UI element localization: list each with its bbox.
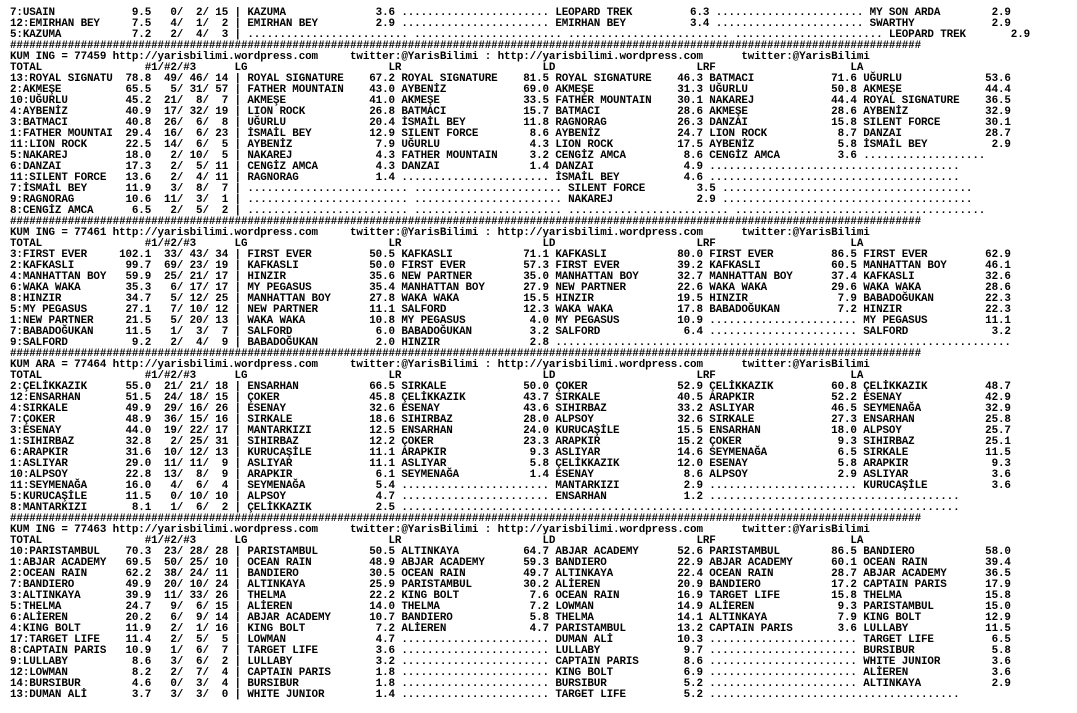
text-row: 4:KING BOLT 11.9 2/ 1/ 16 | KING BOLT 7.2 ALİEREN 4.7 PARISTAMBUL 13.2 CAPTAIN PARIS 3.6 LULLABY 11.5 (10, 623, 1011, 635)
text-row: 8:CAPTAIN PARIS 10.9 1/ 6/ 7 | TARGET LIFE 3.6 ....................... LULLABY 9.7 ....................... BURSIBUR 5.8 (10, 645, 1011, 657)
text-row: 12:LOWMAN 8.2 2/ 7/ 4 | CAPTAIN PARIS 1.8 ....................... KING BOLT 6.9 ....................... ALİEREN 3.6 (10, 667, 1011, 679)
text-row: 4:AYBENİZ 40.9 17/ 32/ 19 | LION ROCK 26.8 BATMACI 15.7 BATMACI 28.6 AKMEŞE 28.6 AYBENİZ 32.9 (10, 106, 1011, 118)
separator-row: ############################################################################################################################################## (10, 513, 921, 525)
separator-row: ############################################################################################################################################## (10, 348, 921, 360)
text-row: 14:BURSIBUR 4.6 0/ 3/ 4 | BURSIBUR 1.8 ....................... BURSIBUR 5.2 ....................... ALTINKAYA 2.9 (10, 678, 1011, 690)
text-row: 8:MANTARKIZI 8.1 1/ 6/ 2 | ÇELİKKAZIK 2.5 ....................................................................................... (10, 502, 960, 514)
text-row: 4:MANHATTAN BOY 59.9 25/ 21/ 17 | HINZIR 35.6 NEW PARTNER 35.0 MANHATTAN BOY 32.7 MANHATTAN BOY 37.4 KAFKASLI 32.6 (10, 271, 1011, 283)
column-header-row: TOTAL #1/#2/#3 LG LR LD LRF LA (10, 535, 864, 547)
text-row: 8:CENGİZ AMCA 6.5 2/ 5/ 2 | ......................... ....................... ......................... ....................................... (10, 205, 986, 217)
text-row: 1:FATHER MOUNTAI 29.4 16/ 6/ 23 | İSMAİL BEY 12.9 SILENT FORCE 8.6 AYBENİZ 24.7 LION ROCK 8.7 DANZAI 28.7 (10, 128, 1011, 140)
text-row: 1:ASLIYAR 29.0 11/ 11/ 9 | ASLIYAR 11.1 ASLIYAR 5.8 ÇELİKKAZIK 12.0 ESENAY 5.8 ARAPKIR 9.3 (10, 458, 1011, 470)
text-row: 13:ROYAL SIGNATU 78.8 49/ 46/ 14 | ROYAL SIGNATURE 67.2 ROYAL SIGNATURE 81.5 ROYAL SIGNATURE 46.3 BATMACI 71.6 UĞURLU 53.6 (10, 73, 1011, 85)
text-row: 5:THELMA 24.7 9/ 6/ 15 | ALİEREN 14.0 THELMA 7.2 LOWMAN 14.9 ALİEREN 9.3 PARISTAMBUL 15.0 (10, 601, 1011, 613)
text-row: 3:BATMACI 40.8 26/ 6/ 8 | UĞURLU 20.4 İSMAİL BEY 11.8 RAGNORAG 26.3 DANZAI 15.8 SILENT FORCE 30.1 (10, 117, 1011, 129)
text-row: 6:WAKA WAKA 35.3 6/ 17/ 17 | MY PEGASUS 35.4 MANHATTAN BOY 27.9 NEW PARTNER 22.6 WAKA WAKA 29.6 WAKA WAKA 28.6 (10, 282, 1011, 294)
text-row: 1:NEW PARTNER 21.5 5/ 20/ 13 | WAKA WAKA 10.8 MY PEGASUS 4.0 MY PEGASUS 10.9 ....................... MY PEGASUS 11.1 (10, 315, 1011, 327)
text-row: 17:TARGET LIFE 11.4 2/ 5/ 5 | LOWMAN 4.7 ....................... DUMAN ALİ 10.3 ....................... TARGET LIFE 6.5 (10, 634, 1011, 646)
text-row: 5:KAZUMA 7.2 2/ 4/ 3 | ......................... ....................... ......................... ....................... LEOPARD TREK 2.9 (10, 29, 1031, 41)
text-row: 3:FIRST EVER 102.1 33/ 43/ 34 | FIRST EVER 50.5 KAFKASLI 71.1 KAFKASLI 80.0 FIRST EVER 86.5 FIRST EVER 62.9 (10, 249, 1011, 261)
text-row: 8:HINZIR 34.7 5/ 12/ 25 | MANHATTAN BOY 27.8 WAKA WAKA 15.5 HINZIR 19.5 HINZIR 7.9 BABADOĞUKAN 22.3 (10, 293, 1011, 305)
text-row: 10:PARISTAMBUL 70.3 23/ 28/ 28 | PARISTAMBUL 50.5 ALTINKAYA 64.7 ABJAR ACADEMY 52.6 PARISTAMBUL 86.5 BANDIERO 58.0 (10, 546, 1011, 558)
text-row: 11:SILENT FORCE 13.6 2/ 4/ 11 | RAGNORAG 1.4 ....................... İSMAİL BEY 4.6 ....................................... (10, 172, 960, 184)
race-header-row: KUM ING = 77461 http://yarisbilimi.wordpress.com twitter:@YarisBilimi : http://yarisbilimi.wordpress.com twitter:@YarisBilimi (10, 227, 870, 239)
text-row: 9:SALFORD 9.2 2/ 4/ 9 | BABADOĞUKAN 2.0 HINZIR 2.8 ....................................................................... (10, 337, 1011, 349)
text-row: 13:DUMAN ALİ 3.7 3/ 3/ 0 | WHITE JUNIOR 1.4 ....................... TARGET LIFE 5.2 ....................................... (10, 689, 960, 701)
text-row: 6:ALİEREN 20.2 6/ 9/ 14 | ABJAR ACADEMY 10.7 BANDIERO 5.8 THELMA 14.1 ALTINKAYA 7.9 KING BOLT 12.9 (10, 612, 1011, 624)
column-header-row: TOTAL #1/#2/#3 LG LR LD LRF LA (10, 62, 864, 74)
text-row: 4:SIRKALE 49.9 29/ 16/ 26 | ESENAY 32.6 ESENAY 43.6 SIHIRBAZ 33.2 ASLIYAR 46.5 SEYMENAĞA 32.9 (10, 403, 1011, 415)
race-header-row: KUM ARA = 77464 http://yarisbilimi.wordpress.com twitter:@YarisBilimi : http://yarisbilimi.wordpress.com twitter:@YarisBilimi (10, 359, 870, 371)
separator-row: ############################################################################################################################################## (10, 40, 921, 52)
text-row: 11:SEYMENAĞA 16.0 4/ 6/ 4 | SEYMENAĞA 5.4 ....................... MANTARKIZI 2.9 ....................... KURUCAŞİLE 3.6 (10, 480, 1011, 492)
separator-row: ############################################################################################################################################## (10, 216, 921, 228)
text-row: 2:AKMEŞE 65.5 5/ 31/ 57 | FATHER MOUNTAIN 43.0 AYBENİZ 69.0 AKMEŞE 31.3 UĞURLU 50.8 AKMEŞE 44.4 (10, 84, 1011, 96)
text-row: 2:KAFKASLI 99.7 69/ 23/ 19 | KAFKASLI 50.0 FIRST EVER 57.3 FIRST EVER 39.2 KAFKASLI 60.5 MANHATTAN BOY 46.1 (10, 260, 1011, 272)
text-row: 1:SIHIRBAZ 32.8 2/ 25/ 31 | SIHIRBAZ 12.2 ÇOKER 23.3 ARAPKIR 15.2 ÇOKER 9.3 SIHIRBAZ 25.1 (10, 436, 1011, 448)
column-header-row: TOTAL #1/#2/#3 LG LR LD LRF LA (10, 238, 864, 250)
text-row: 12:EMIRHAN BEY 7.5 4/ 1/ 2 | EMIRHAN BEY 2.9 ....................... EMIRHAN BEY 3.4 ....................... SWARTHY 2.9 (10, 18, 1011, 30)
text-row: 3:ESENAY 44.0 19/ 22/ 17 | MANTARKIZI 12.5 ENSARHAN 24.0 KURUCAŞİLE 15.5 ENSARHAN 18.0 ALPSOY 25.7 (10, 425, 1011, 437)
text-row: 9:RAGNORAG 10.6 11/ 3/ 1 | ......................... ....................... NAKAREJ 2.9 ....................................... (10, 194, 973, 206)
text-row: 7:BABADOĞUKAN 11.5 1/ 3/ 7 | SALFORD 6.0 BABADOĞUKAN 3.2 SALFORD 6.4 ....................... SALFORD 3.2 (10, 326, 1011, 338)
text-row: 7:BANDIERO 49.9 20/ 10/ 24 | ALTINKAYA 25.9 PARISTAMBUL 30.2 ALİEREN 20.9 BANDIERO 17.2 CAPTAIN PARIS 17.9 (10, 579, 1011, 591)
race-header-row: KUM ING = 77459 http://yarisbilimi.wordpress.com twitter:@YarisBilimi : http://yarisbilimi.wordpress.com twitter:@YarisBilimi (10, 51, 870, 63)
text-row: 7:ÇOKER 48.9 36/ 15/ 16 | SIRKALE 18.6 SIHIRBAZ 28.0 ALPSOY 32.6 SIRKALE 27.3 ENSARHAN 25.8 (10, 414, 1011, 426)
text-row: 10:UĞURLU 45.2 21/ 8/ 7 | AKMEŞE 41.0 AKMEŞE 33.5 FATHER MOUNTAIN 30.1 NAKAREJ 44.4 ROYAL SIGNATURE 36.5 (10, 95, 1011, 107)
text-row: 5:NAKAREJ 18.0 2/ 10/ 5 | NAKAREJ 4.3 FATHER MOUNTAIN 3.2 CENGİZ AMCA 8.6 CENGİZ AMCA 3.6 ................... (10, 150, 986, 162)
text-row: 6:DANZAI 17.3 2/ 5/ 11 | CENGİZ AMCA 4.3 DANZAI 1.4 DANZAI 4.9 ....................................... (10, 161, 960, 173)
text-row: 10:ALPSOY 22.8 13/ 8/ 9 | ARAPKIR 6.1 SEYMENAĞA 1.4 ESENAY 8.6 ALPSOY 2.9 ASLIYAR 3.6 (10, 469, 1011, 481)
race-header-row: KUM ING = 77463 http://yarisbilimi.wordpress.com twitter:@YarisBilimi : http://yarisbilimi.wordpress.com twitter:@YarisBilimi (10, 524, 870, 536)
text-row: 7:USAIN 9.5 0/ 2/ 15 | KAZUMA 3.6 ....................... LEOPARD TREK 6.3 ....................... MY SON ARDA 2.9 (10, 7, 1011, 19)
text-row: 9:LULLABY 8.6 3/ 6/ 2 | LULLABY 3.2 ....................... CAPTAIN PARIS 8.6 ....................... WHITE JUNIOR 3.6 (10, 656, 1011, 668)
text-row: 5:KURUCAŞİLE 11.5 0/ 10/ 10 | ALPSOY 4.7 ....................... ENSARHAN 1.2 ....................................... (10, 491, 960, 503)
text-row: 1:ABJAR ACADEMY 69.5 50/ 25/ 10 | OCEAN RAIN 48.9 ABJAR ACADEMY 59.3 BANDIERO 22.9 ABJAR ACADEMY 60.1 OCEAN RAIN 39.4 (10, 557, 1011, 569)
text-row: 3:ALTINKAYA 39.9 11/ 33/ 26 | THELMA 22.2 KING BOLT 7.6 OCEAN RAIN 16.9 TARGET LIFE 15.8 THELMA 15.8 (10, 590, 1011, 602)
text-row: 2:OCEAN RAIN 62.2 38/ 24/ 11 | BANDIERO 30.5 OCEAN RAIN 49.7 ALTINKAYA 22.4 OCEAN RAIN 28.7 ABJAR ACADEMY 36.5 (10, 568, 1011, 580)
text-row: 12:ENSARHAN 51.5 24/ 18/ 15 | ÇOKER 45.8 ÇELİKKAZIK 43.7 SIRKALE 40.5 ARAPKIR 52.2 ESENAY 42.9 (10, 392, 1011, 404)
text-row: 11:LION ROCK 22.5 14/ 6/ 5 | AYBENİZ 7.9 UĞURLU 4.3 LION ROCK 17.5 AYBENİZ 5.8 İSMAİL BEY 2.9 (10, 139, 1011, 151)
column-header-row: TOTAL #1/#2/#3 LG LR LD LRF LA (10, 370, 864, 382)
text-row: 2:ÇELİKKAZIK 55.0 21/ 21/ 18 | ENSARHAN 66.5 SIRKALE 50.0 ÇOKER 52.9 ÇELİKKAZIK 60.8 ÇELİKKAZIK 48.7 (10, 381, 1011, 393)
text-row: 5:MY PEGASUS 27.1 7/ 10/ 12 | NEW PARTNER 11.1 SALFORD 12.3 WAKA WAKA 17.8 BABADOĞUKAN 7.2 HINZIR 22.3 (10, 304, 1011, 316)
text-row: 7:İSMAİL BEY 11.9 3/ 8/ 7 | ......................... ....................... SILENT FORCE 3.5 ....................................... (10, 183, 973, 195)
text-row: 6:ARAPKIR 31.6 10/ 12/ 13 | KURUCAŞİLE 11.1 ARAPKIR 9.3 ASLIYAR 14.6 SEYMENAĞA 6.5 SIRKALE 11.5 (10, 447, 1011, 459)
